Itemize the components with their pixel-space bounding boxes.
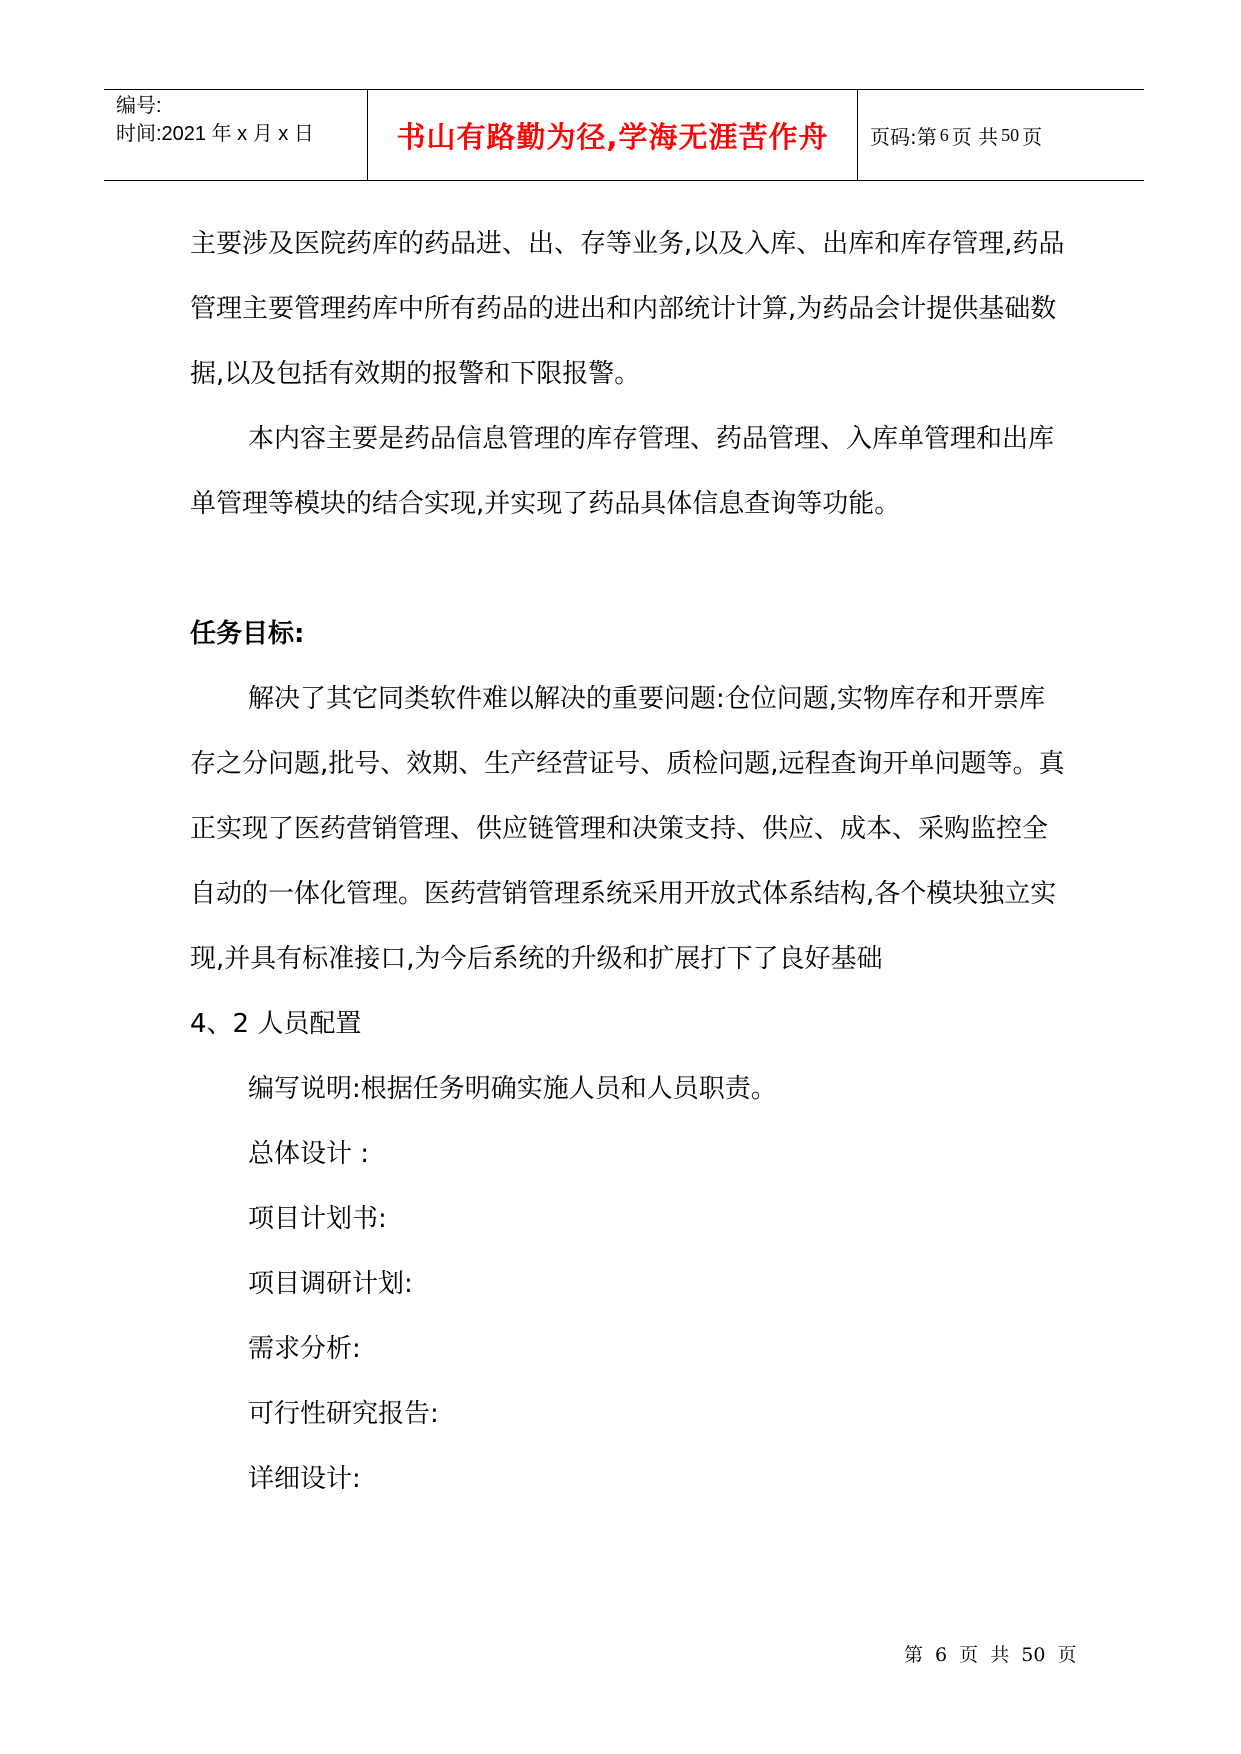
page-total: 50 [1001,124,1020,145]
list-item: 详细设计: [248,1464,361,1494]
page-mid: 页 共 [951,124,999,149]
list-item: 项目计划书: [248,1204,387,1234]
spacer [190,537,1070,602]
number-label: 编号: [116,95,162,117]
time-label: 时间:2021 年 x 月 x 日 [116,123,314,145]
list-item: 总体设计 : [248,1139,370,1169]
document-body [190,212,1070,1512]
section-heading: 4、2 人员配置 [190,1009,362,1039]
header-meta [104,90,368,180]
list-item: 项目调研计划: [248,1269,413,1299]
header-page-number [858,90,1144,180]
page-header [104,89,1144,181]
task-heading: 任务目标: [190,619,305,649]
page-suffix: 页 [1022,124,1043,149]
intro-paragraph: 主要涉及医院药库的药品进、出、存等业务,以及入库、出库和库存管理,药品管理主要管理药库中所有药品的进出和内部统计计算,为药品会计提供基础数据,以及包括有效期的报警和下限报警。 [190,229,1065,389]
content-paragraph: 本内容主要是药品信息管理的库存管理、药品管理、入库单管理和出库单管理等模块的结合实现,并实现了药品具体信息查询等功能。 [190,424,1055,519]
header-slogan: 书山有路勤为径,学海无涯苦作舟 [368,90,858,180]
task-paragraph: 解决了其它同类软件难以解决的重要问题:仓位问题,实物库存和开票库存之分问题,批号、效期、生产经营证号、质检问题,远程查询开单问题等。真正实现了医药营销管理、供应链管理和决策支持、供应、成本、采购监控全自动的一体化管理。医药营销管理系统采用开放式体系结构,各个模块独立实现,并具有标准接口,为今后系统的升级和扩展打下了良好基础 [190,684,1065,974]
page-current: 6 [939,124,949,145]
list-item: 可行性研究报告: [248,1399,439,1429]
list-item: 编写说明:根据任务明确实施人员和人员职责。 [248,1074,777,1104]
page-footer: 第 6 页 共 50 页 [904,1644,1077,1666]
list-item: 需求分析: [248,1334,361,1364]
page-prefix: 页码:第 [870,124,937,149]
